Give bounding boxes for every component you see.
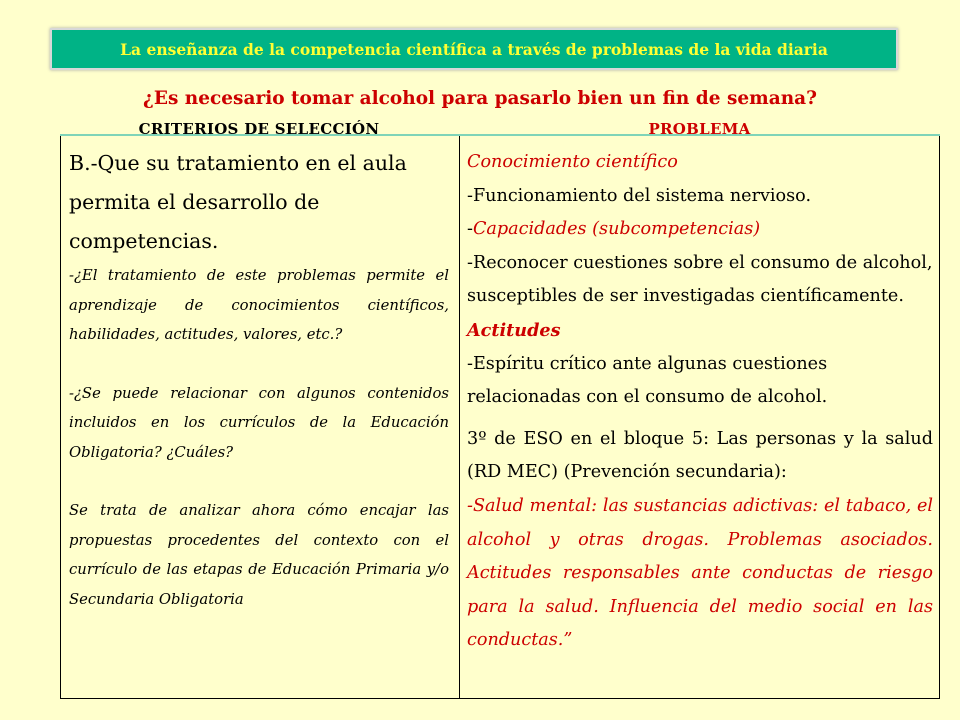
actitudes-label: Actitudes bbox=[467, 319, 561, 341]
header-criterios-label: CRITERIOS DE SELECCIÓN bbox=[138, 120, 380, 134]
capacidades-label: Capacidades (subcompetencias) bbox=[472, 219, 761, 240]
conocimiento-item: -Funcionamiento del sistema nervioso. bbox=[467, 185, 812, 206]
criterio-question-2: -¿Se puede relacionar con algunos contenidos incluidos en los currículos de la Educación Obligatoria? ¿Cuáles? bbox=[69, 384, 449, 461]
header-criterios bbox=[60, 116, 458, 134]
capacidades-line bbox=[467, 213, 933, 247]
spacer bbox=[69, 467, 449, 496]
actitudes-item: -Espíritu crítico ante algunas cuestiones relacionadas con el consumo de alcohol. bbox=[467, 353, 828, 408]
criterios-column bbox=[69, 144, 449, 614]
conocimiento-label: Conocimiento científico bbox=[467, 152, 678, 172]
banner-title: La enseñanza de la competencia científica a través de problemas de la vida diaria bbox=[120, 39, 828, 59]
bloque-text: 3º de ESO en el bloque 5: Las personas y la salud (RD MEC) (Prevención secundaria): bbox=[467, 428, 933, 483]
curriculum-quote: -Salud mental: las sustancias adictivas: el tabaco, el alcohol y otras drogas. Problemas asociados. Actitudes responsables ante conductas de riesgo para la salud. Influencia del medio social en las conductas.” bbox=[467, 495, 933, 651]
spacer bbox=[69, 350, 449, 379]
title-banner bbox=[50, 28, 898, 70]
gap bbox=[467, 415, 933, 423]
criterio-title: B.-Que su tratamiento en el aula permita el desarrollo de competencias. bbox=[69, 151, 407, 253]
problema-column bbox=[467, 146, 933, 658]
header-problema bbox=[459, 116, 940, 134]
content-table bbox=[60, 136, 940, 699]
criterio-note: Se trata de analizar ahora cómo encajar las propuestas procedentes del contexto con el currículo de las etapas de Educación Primaria y/o Secundaria Obligatoria bbox=[69, 502, 449, 608]
header-problema-label: PROBLEMA bbox=[648, 120, 751, 134]
criterio-question-1: -¿El tratamiento de este problemas permite el aprendizaje de conocimientos científicos, habilidades, actitudes, valores, etc.? bbox=[69, 267, 449, 343]
question-heading: ¿Es necesario tomar alcohol para pasarlo bien un fin de semana? bbox=[143, 88, 817, 109]
capacidades-item: -Reconocer cuestiones sobre el consumo de alcohol, susceptibles de ser investigadas científicamente. bbox=[467, 252, 933, 307]
column-divider bbox=[459, 136, 460, 698]
capacidades-dash: - bbox=[467, 219, 473, 240]
